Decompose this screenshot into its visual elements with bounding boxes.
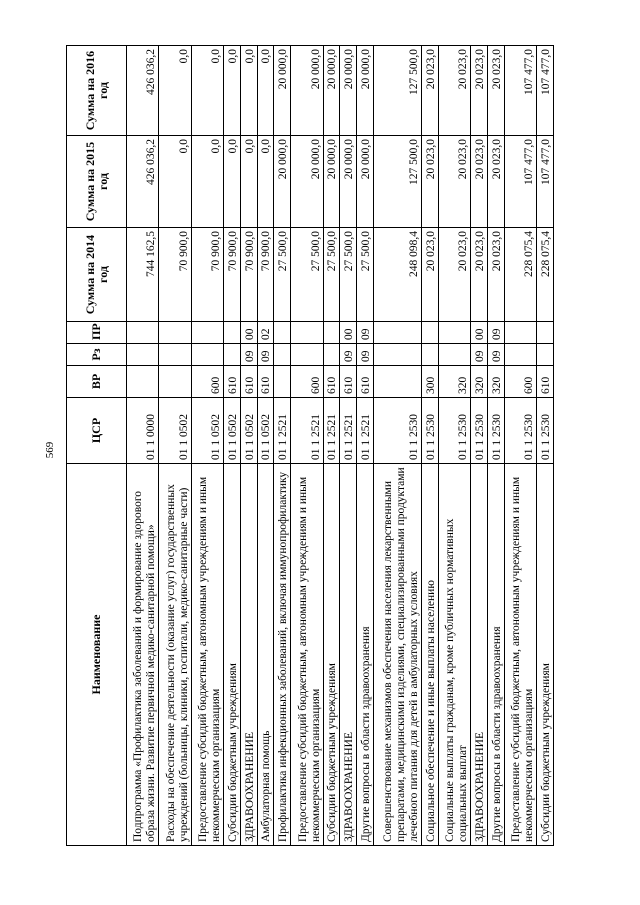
cell-pr	[224, 322, 241, 344]
cell-sum2014: 228 075,4	[537, 228, 554, 322]
table-row	[191, 46, 223, 846]
cell-rz: 09	[471, 344, 488, 366]
cell-sum2014: 228 075,4	[504, 228, 536, 322]
cell-rz	[291, 344, 323, 366]
cell-sum2016: 0,0	[224, 46, 241, 136]
table-body	[127, 46, 554, 846]
cell-sum2016: 0,0	[257, 46, 274, 136]
cell-sum2016: 20 000,0	[291, 46, 323, 136]
cell-sum2014: 27 500,0	[340, 228, 357, 322]
rotated-page-content	[66, 46, 554, 846]
cell-sum2014: 70 900,0	[257, 228, 274, 322]
header-sum-2016: Сумма на 2016 год	[67, 46, 127, 136]
cell-sum2015: 0,0	[240, 136, 257, 228]
cell-name: ЗДРАВООХРАНЕНИЕ	[240, 464, 257, 846]
cell-vr: 610	[357, 366, 374, 398]
cell-csr: 01 1 2530	[504, 398, 536, 464]
cell-sum2016: 20 023,0	[421, 46, 438, 136]
cell-rz: 09	[357, 344, 374, 366]
cell-name: ЗДРАВООХРАНЕНИЕ	[340, 464, 357, 846]
cell-pr	[537, 322, 554, 344]
table-row	[471, 46, 488, 846]
page-number: 569	[44, 441, 56, 459]
cell-pr	[274, 322, 291, 344]
cell-rz	[191, 344, 223, 366]
cell-sum2015: 0,0	[224, 136, 241, 228]
cell-name: Подпрограмма «Профилактика заболеваний и формирование здорового образа жизни. Развитие первичной медико-санитарной помощи»	[127, 464, 159, 846]
table-row	[127, 46, 159, 846]
cell-sum2016: 20 023,0	[487, 46, 504, 136]
cell-csr: 01 1 2530	[537, 398, 554, 464]
cell-vr: 300	[421, 366, 438, 398]
cell-csr: 01 1 2530	[487, 398, 504, 464]
cell-pr	[191, 322, 223, 344]
cell-vr: 610	[537, 366, 554, 398]
table-row	[373, 46, 421, 846]
table-row	[257, 46, 274, 846]
budget-table	[66, 45, 554, 846]
cell-pr: 09	[487, 322, 504, 344]
cell-sum2014: 20 023,0	[438, 228, 470, 322]
cell-vr: 320	[471, 366, 488, 398]
cell-sum2015: 20 000,0	[323, 136, 340, 228]
cell-pr	[127, 322, 159, 344]
cell-vr: 600	[291, 366, 323, 398]
table-row	[537, 46, 554, 846]
header-rz: Рз	[67, 344, 127, 366]
cell-csr: 01 1 2530	[421, 398, 438, 464]
cell-pr: 09	[357, 322, 374, 344]
cell-csr: 01 1 0000	[127, 398, 159, 464]
cell-pr	[159, 322, 191, 344]
cell-name: Субсидии бюджетным учреждениям	[224, 464, 241, 846]
cell-csr: 01 1 2530	[373, 398, 421, 464]
cell-rz	[438, 344, 470, 366]
cell-name: Амбулаторная помощь	[257, 464, 274, 846]
cell-sum2015: 107 477,0	[504, 136, 536, 228]
cell-pr	[291, 322, 323, 344]
table-row	[274, 46, 291, 846]
cell-vr: 320	[487, 366, 504, 398]
cell-pr	[323, 322, 340, 344]
cell-sum2016: 107 477,0	[504, 46, 536, 136]
cell-sum2014: 70 900,0	[224, 228, 241, 322]
cell-rz	[537, 344, 554, 366]
cell-pr	[438, 322, 470, 344]
cell-csr: 01 1 2521	[291, 398, 323, 464]
cell-vr: 610	[224, 366, 241, 398]
cell-vr: 600	[191, 366, 223, 398]
cell-csr: 01 1 0502	[240, 398, 257, 464]
cell-vr: 610	[240, 366, 257, 398]
table-row	[357, 46, 374, 846]
cell-sum2014: 70 900,0	[191, 228, 223, 322]
cell-sum2014: 70 900,0	[159, 228, 191, 322]
cell-pr	[421, 322, 438, 344]
cell-sum2016: 0,0	[191, 46, 223, 136]
cell-csr: 01 1 2530	[438, 398, 470, 464]
cell-sum2016: 20 000,0	[340, 46, 357, 136]
cell-vr: 320	[438, 366, 470, 398]
cell-sum2016: 20 000,0	[357, 46, 374, 136]
header-csr: ЦСР	[67, 398, 127, 464]
cell-sum2015: 20 000,0	[291, 136, 323, 228]
cell-pr	[373, 322, 421, 344]
cell-csr: 01 1 2521	[340, 398, 357, 464]
cell-rz	[274, 344, 291, 366]
cell-vr	[274, 366, 291, 398]
table-row	[340, 46, 357, 846]
table-header-row	[67, 46, 127, 846]
cell-sum2015: 0,0	[159, 136, 191, 228]
cell-sum2014: 20 023,0	[421, 228, 438, 322]
cell-sum2014: 27 500,0	[323, 228, 340, 322]
cell-sum2014: 20 023,0	[471, 228, 488, 322]
table-row	[438, 46, 470, 846]
cell-vr: 610	[340, 366, 357, 398]
cell-sum2014: 248 098,4	[373, 228, 421, 322]
cell-rz: 09	[240, 344, 257, 366]
cell-sum2014: 70 900,0	[240, 228, 257, 322]
cell-rz	[224, 344, 241, 366]
cell-rz	[323, 344, 340, 366]
cell-vr: 610	[257, 366, 274, 398]
cell-csr: 01 1 0502	[159, 398, 191, 464]
cell-vr	[159, 366, 191, 398]
cell-rz: 09	[487, 344, 504, 366]
cell-pr: 00	[240, 322, 257, 344]
cell-vr	[127, 366, 159, 398]
cell-rz: 09	[257, 344, 274, 366]
cell-sum2015: 20 000,0	[357, 136, 374, 228]
cell-csr: 01 1 0502	[257, 398, 274, 464]
table-row	[240, 46, 257, 846]
cell-name: Совершенствование механизмов обеспечения населения лекарственными препаратами, медицинскими изделиями, специализированными продуктами лечебного питания для детей в амбулаторных условиях	[373, 464, 421, 846]
cell-sum2015: 107 477,0	[537, 136, 554, 228]
cell-name: ЗДРАВООХРАНЕНИЕ	[471, 464, 488, 846]
cell-csr: 01 1 2530	[471, 398, 488, 464]
header-pr: ПР	[67, 322, 127, 344]
table-row	[224, 46, 241, 846]
cell-name: Социальное обеспечение и иные выплаты населению	[421, 464, 438, 846]
cell-csr: 01 1 2521	[274, 398, 291, 464]
cell-sum2015: 20 000,0	[340, 136, 357, 228]
cell-rz	[159, 344, 191, 366]
cell-sum2014: 27 500,0	[357, 228, 374, 322]
header-name: Наименование	[67, 464, 127, 846]
cell-sum2014: 20 023,0	[487, 228, 504, 322]
table-row	[159, 46, 191, 846]
cell-sum2015: 20 023,0	[438, 136, 470, 228]
table-row	[421, 46, 438, 846]
cell-sum2016: 0,0	[240, 46, 257, 136]
cell-name: Предоставление субсидий бюджетным, автономным учреждениям и иным некоммерческим организациям	[504, 464, 536, 846]
cell-pr: 00	[340, 322, 357, 344]
cell-sum2015: 20 023,0	[471, 136, 488, 228]
cell-sum2016: 0,0	[159, 46, 191, 136]
cell-sum2015: 0,0	[191, 136, 223, 228]
cell-name: Другие вопросы в области здравоохранения	[357, 464, 374, 846]
cell-rz: 09	[340, 344, 357, 366]
cell-name: Предоставление субсидий бюджетным, автономным учреждениям и иным некоммерческим организациям	[191, 464, 223, 846]
cell-name: Предоставление субсидий бюджетным, автономным учреждениям и иным некоммерческим организациям	[291, 464, 323, 846]
cell-vr	[373, 366, 421, 398]
cell-sum2016: 20 023,0	[471, 46, 488, 136]
cell-sum2014: 27 500,0	[274, 228, 291, 322]
table-row	[291, 46, 323, 846]
cell-sum2016: 127 500,0	[373, 46, 421, 136]
table-row	[487, 46, 504, 846]
cell-csr: 01 1 0502	[224, 398, 241, 464]
table-row	[504, 46, 536, 846]
header-sum-2015: Сумма на 2015 год	[67, 136, 127, 228]
cell-rz	[373, 344, 421, 366]
cell-rz	[421, 344, 438, 366]
cell-sum2015: 426 036,2	[127, 136, 159, 228]
cell-name: Субсидии бюджетным учреждениям	[537, 464, 554, 846]
cell-name: Профилактика инфекционных заболеваний, включая иммунопрофилактику	[274, 464, 291, 846]
cell-pr: 02	[257, 322, 274, 344]
cell-vr: 610	[323, 366, 340, 398]
cell-rz	[127, 344, 159, 366]
cell-sum2015: 0,0	[257, 136, 274, 228]
table-row	[323, 46, 340, 846]
cell-sum2015: 20 000,0	[274, 136, 291, 228]
cell-csr: 01 1 2521	[357, 398, 374, 464]
header-sum-2014: Сумма на 2014 год	[67, 228, 127, 322]
cell-sum2015: 127 500,0	[373, 136, 421, 228]
cell-name: Социальные выплаты гражданам, кроме публичных нормативных социальных выплат	[438, 464, 470, 846]
cell-csr: 01 1 2521	[323, 398, 340, 464]
header-vr: ВР	[67, 366, 127, 398]
cell-sum2015: 20 023,0	[487, 136, 504, 228]
cell-pr: 00	[471, 322, 488, 344]
cell-sum2016: 20 000,0	[274, 46, 291, 136]
cell-name: Субсидии бюджетным учреждениям	[323, 464, 340, 846]
cell-sum2016: 20 000,0	[323, 46, 340, 136]
cell-name: Другие вопросы в области здравоохранения	[487, 464, 504, 846]
cell-sum2014: 27 500,0	[291, 228, 323, 322]
cell-csr: 01 1 0502	[191, 398, 223, 464]
cell-sum2015: 20 023,0	[421, 136, 438, 228]
cell-rz	[504, 344, 536, 366]
cell-sum2016: 107 477,0	[537, 46, 554, 136]
cell-vr: 600	[504, 366, 536, 398]
cell-sum2016: 20 023,0	[438, 46, 470, 136]
cell-pr	[504, 322, 536, 344]
cell-sum2014: 744 162,5	[127, 228, 159, 322]
cell-name: Расходы на обеспечение деятельности (оказание услуг) государственных учреждений (больницы, клиники, госпитали, медико-санитарные части)	[159, 464, 191, 846]
cell-sum2016: 426 036,2	[127, 46, 159, 136]
